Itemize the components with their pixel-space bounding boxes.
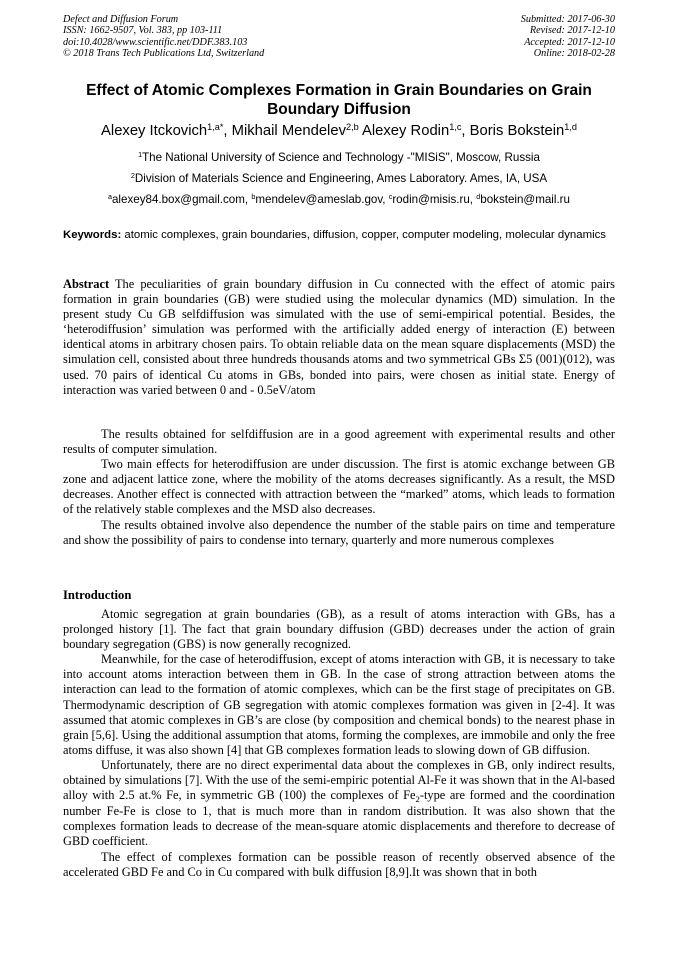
affiliation-sup: 1 [138, 150, 143, 160]
author-sup: 1,c [449, 121, 462, 132]
author-list [40, 123, 638, 139]
email-link[interactable]: alexey84.box@gmail.com, [111, 193, 252, 206]
author-name: Mikhail Mendelev [231, 123, 346, 139]
affiliation-text: The National University of Science and Technology -"MISiS", Moscow, Russia [142, 151, 540, 164]
affiliation-text: Division of Materials Science and Engineering, Ames Laboratory. Ames, IA, USA [134, 172, 548, 185]
abstract-text: The peculiarities of grain boundary diffusion in Cu connected with the effect of atomic pairs formation in grain boundaries (GB) were studied using the molecular dynamics (MD) simulation. In the present study Cu GB selfdiffusion was simulated with the use of semi-empirical potential. Besides, the ‘heterodiffusion’ simulation was performed with the artificially added energy of interaction (E) between identical atoms in arbitrary chosen pairs. To obtain reliable data on the mean square displacements (MSD) the simulation cell, consisted about three hundreds thousands atoms and two symmetrical GBs Σ5 (001)(012), was used. 70 pairs of identical Cu atoms in GBs, bonded into pairs, were chosen as initial state. Energy of interaction was varied between 0 and - 0.5eV/atom [63, 277, 615, 397]
keywords [63, 228, 615, 243]
intro-paragraph-2: Meanwhile, for the case of heterodiffusion, except of atoms interaction with GB, it is necessary to take into account atoms interaction between them in GB. In the case of strong attraction between atoms the interaction can lead to the formation of atomic complexes, which can be the first stage of precipitates on GB. Thermodynamic description of GB segregation with atomic complexes formation was given in [2-4]. It was assumed that atomic complexes in GB’s are close (by composition and chemical bonds) to the nearest phase in grain [5,6]. Using the additional assumption that atoms, forming the complexes, are immobile and only the free atoms diffuse, it was also shown [4] that GB complexes formation leads to slowing down of GB diffusion. [63, 652, 615, 757]
email-link[interactable]: bokstein@mail.ru [480, 193, 570, 206]
email-sup: a [107, 192, 112, 202]
subscript: 2 [415, 793, 420, 804]
author-sup: 2,b [345, 121, 359, 132]
journal-header-left [63, 14, 264, 59]
revised-date: Revised: 2017-12-10 [529, 25, 615, 37]
intro-paragraph-3 [63, 758, 615, 850]
email-sup: b [251, 192, 256, 202]
affiliation-2 [40, 172, 638, 185]
author-sep: , [461, 123, 470, 139]
intro-p3-text-cont: -type are formed and the coordination number Fe-Fe is close to 1, that is much more than in random distribution. It was also shown that the complexes formation leads to decrease of the mean-square atomic displacements and therefore to decrease of GBD coefficient. [63, 788, 615, 849]
paper-title: Effect of Atomic Complexes Formation in Grain Boundaries on Grain Boundary Diffusion [86, 82, 592, 118]
abstract-label: Abstract [63, 277, 110, 291]
email-list [40, 193, 638, 206]
author-sep: , [223, 123, 232, 139]
abstract-paragraph-3: Two main effects for heterodiffusion are under discussion. The first is atomic exchange between GB zone and adjacent lattice zone, where the mobility of the atoms decreases significantly. As a result, the MSD decreases. Another effect is connected with attraction between the “marked” atoms, which leads to formation of the relatively stable complexes and the MSD also decreases. [63, 457, 615, 517]
author-sup: 1,a* [207, 121, 224, 132]
submitted-date: Submitted: 2017-06-30 [520, 14, 615, 25]
abstract-paragraph-4: The results obtained involve also dependence the number of the stable pairs on time and temperature and show the possibility of pairs to condense into ternary, quarterly and more numerous complexes [63, 517, 615, 547]
abstract-continued [63, 427, 615, 548]
section-heading-introduction: Introduction [63, 588, 132, 602]
doi-line: doi:10.4028/www.scientific.net/DDF.383.103 [63, 36, 248, 48]
author-sup: 1,d [564, 121, 577, 132]
intro-paragraph-1: Atomic segregation at grain boundaries (GB), as a result of atoms interaction with GBs, has a prolonged history [1]. The fact that grain boundary diffusion (GBD) decreases under the action of grain boundary segregation (GBS) is now generally recognized. [63, 607, 615, 652]
abstract-paragraph-2: The results obtained for selfdiffusion are in a good agreement with experimental results and other results of computer simulation. [63, 427, 615, 457]
author-name: Alexey Itckovich [101, 123, 208, 139]
keywords-text: atomic complexes, grain boundaries, diffusion, copper, computer modeling, molecular dynamics [121, 229, 607, 241]
affiliation-sup: 2 [130, 171, 135, 181]
abstract [63, 277, 615, 398]
email-link[interactable]: mendelev@ameslab.gov, [255, 193, 389, 206]
email-link[interactable]: rodin@misis.ru, [392, 193, 477, 206]
online-date: Online: 2018-02-28 [533, 47, 615, 59]
issn-line: ISSN: 1662-9507, Vol. 383, pp 103-111 [63, 25, 223, 37]
introduction-body [63, 607, 615, 880]
keywords-label: Keywords: [63, 229, 122, 241]
accepted-date: Accepted: 2017-12-10 [524, 36, 615, 48]
author-name: Alexey Rodin [362, 123, 450, 139]
journal-header-right [521, 14, 615, 59]
email-sup: c [388, 192, 393, 202]
affiliation-1 [40, 151, 638, 164]
intro-p3-text: Unfortunately, there are no direct experimental data about the complexes in GB, only indirect results, obtained by simulations [7]. With the use of the semi-empiric potential Al-Fe it was shown that in the Al-based alloy with 2.5 at.% Fe, in symmetric GB (100) the complexes of Fe [63, 757, 615, 803]
copyright-line: © 2018 Trans Tech Publications Ltd, Switzerland [63, 47, 265, 59]
author-name: Boris Bokstein [469, 123, 565, 139]
email-sup: d [476, 192, 481, 202]
journal-name: Defect and Diffusion Forum [63, 14, 179, 25]
abstract-paragraph [63, 277, 615, 398]
intro-paragraph-4: The effect of complexes formation can be possible reason of recently observed absence of the accelerated GBD Fe and Co in Cu compared with bulk diffusion [8,9].It was shown that in both [63, 849, 615, 879]
